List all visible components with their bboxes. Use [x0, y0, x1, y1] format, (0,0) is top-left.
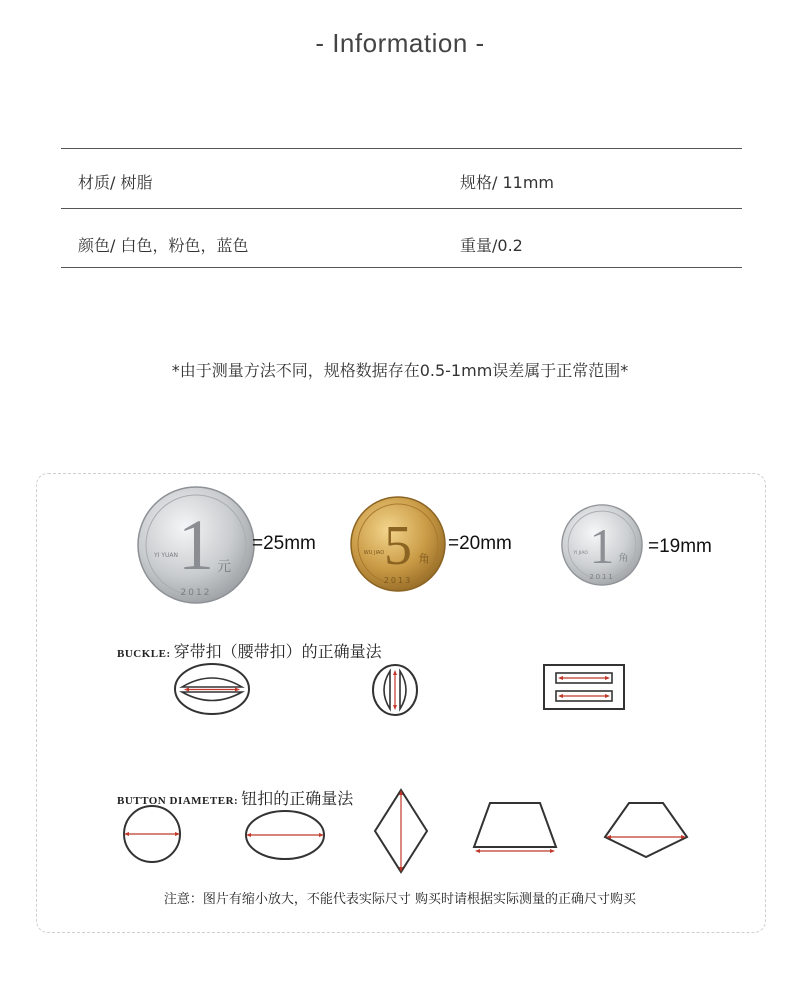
buckle-section-label: [117, 639, 382, 662]
coin-unit: 角: [418, 552, 430, 565]
coin-pinyin: YI YUAN: [154, 552, 178, 559]
coin-year: 2013: [383, 576, 413, 585]
oval-button-diagram: [244, 809, 326, 861]
coin-unit: 元: [217, 559, 231, 575]
button-label-en: BUTTON DIAMETER:: [117, 795, 239, 807]
size-disclaimer-footer: 注意：图片有缩小放大，不能代表实际尺寸 购买时请根据实际测量的正确尺寸购买: [163, 892, 637, 907]
coin-label-20mm: =20mm: [448, 533, 512, 554]
spec-size: 规格/ 11mm: [460, 173, 555, 192]
table-rule-top: [61, 148, 742, 149]
spec-color: 颜色/ 白色，粉色，蓝色: [78, 236, 249, 255]
table-rule-middle: [61, 208, 742, 209]
round-buckle-diagram: [370, 663, 420, 717]
coin-numeral: 1: [178, 505, 214, 585]
coin-unit: 角: [618, 553, 629, 565]
trapezoid-button-diagram: [472, 801, 558, 855]
spec-material: 材质/ 树脂: [78, 173, 153, 192]
coin-pinyin: YI JIAO: [573, 550, 588, 556]
oval-buckle-diagram: [172, 661, 252, 717]
table-rule-bottom: [61, 267, 742, 268]
five-jiao-coin-image: [350, 496, 446, 592]
diamond-button-diagram: [373, 788, 429, 874]
coin-year: 2012: [180, 588, 212, 598]
coin-numeral: 1: [589, 518, 615, 574]
spec-weight: 重量/0.2: [460, 236, 523, 255]
coin-label-19mm: =19mm: [648, 536, 712, 557]
rectangular-buckle-diagram: [543, 664, 625, 710]
coin-label-25mm: =25mm: [252, 533, 316, 554]
circle-button-diagram: [122, 804, 182, 864]
coin-numeral: 5: [384, 515, 412, 577]
gem-button-diagram: [603, 801, 689, 859]
one-yuan-coin-image: [136, 485, 256, 605]
buckle-label-en: BUCKLE:: [117, 648, 171, 660]
buckle-label-zh: 穿带扣（腰带扣）的正确量法: [173, 642, 382, 661]
one-jiao-coin-image: [556, 504, 648, 586]
coin-year: 2011: [589, 571, 615, 581]
button-label-zh: 钮扣的正确量法: [241, 789, 354, 808]
page-title: - Information -: [315, 28, 485, 58]
measurement-tolerance-note: *由于测量方法不同，规格数据存在0.5-1mm误差属于正常范围*: [171, 361, 629, 380]
coin-pinyin: WU JIAO: [363, 550, 385, 556]
